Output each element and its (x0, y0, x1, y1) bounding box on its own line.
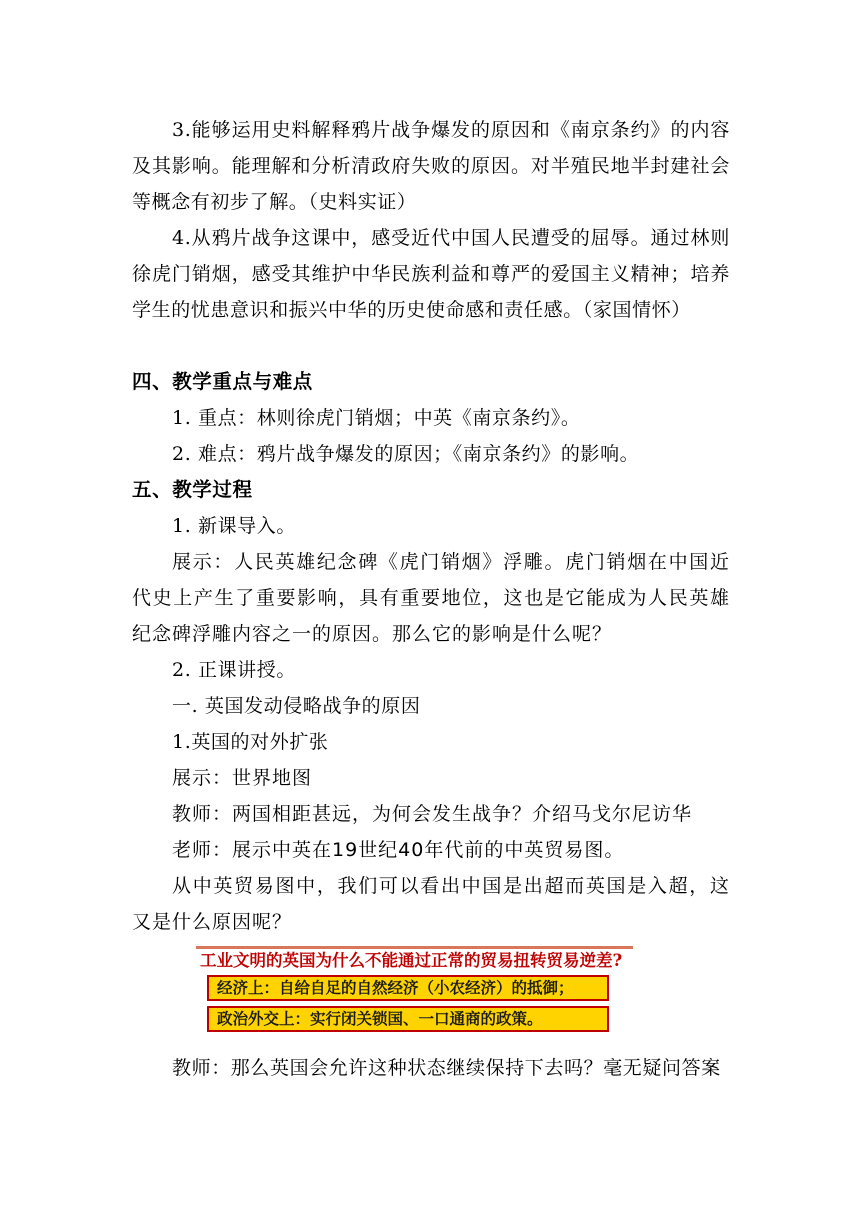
figure-political-box: 政治外交上：实行闭关锁国、一口通商的政策。 (207, 1006, 609, 1032)
intro-title: 1. 新课导入。 (172, 515, 296, 537)
intro-paragraph: 展示：人民英雄纪念碑《虎门销烟》浮雕。虎门销烟在中国近代史上产生了重要影响，具有重要地位，这也是它能成为人民英雄纪念碑浮雕内容之一的原因。那么它的影响是什么呢？ (132, 551, 730, 645)
goal-3-paragraph: 3.能够运用史料解释鸦片战争爆发的原因和《南京条约》的内容及其影响。能理解和分析清政府失败的原因。对半殖民地半封建社会等概念有初步了解。（史料实证） (132, 119, 730, 213)
section-4-heading: 四、教学重点与难点 (132, 370, 313, 393)
teacher-last-line: 教师：那么英国会允许这种状态继续保持下去吗？毫无疑问答案 (172, 1057, 721, 1079)
key-point-item: 1. 重点：林则徐虎门销烟；中英《南京条约》。 (172, 407, 581, 429)
teacher-trade-line: 老师：展示中英在19世纪40年代前的中英贸易图。 (172, 839, 625, 861)
lecture-title: 2. 正课讲授。 (172, 659, 296, 681)
trade-question-paragraph: 从中英贸易图中，我们可以看出中国是出超而英国是入超，这又是什么原因呢？ (132, 875, 730, 933)
figure-top-rule (196, 946, 633, 949)
goal-4-paragraph: 4.从鸦片战争这课中，感受近代中国人民遭受的屈辱。通过林则徐虎门销烟，感受其维护中华民族利益和尊严的爱国主义精神；培养学生的忧患意识和振兴中华的历史使命感和责任感。（家国情怀） (132, 227, 730, 321)
trade-deficit-figure (196, 946, 633, 1040)
show-map-line: 展示：世界地图 (172, 767, 313, 789)
sub-1-title: 1.英国的对外扩张 (172, 731, 329, 753)
difficulty-item: 2. 难点：鸦片战争爆发的原因；《南京条约》的影响。 (172, 443, 640, 465)
part-1-title: 一. 英国发动侵略战争的原因 (172, 695, 421, 717)
figure-title: 工业文明的英国为什么不能通过正常的贸易扭转贸易逆差? (200, 951, 623, 970)
section-5-heading: 五、教学过程 (132, 478, 253, 501)
figure-economic-box: 经济上：自给自足的自然经济（小农经济）的抵御； (207, 975, 609, 1001)
teacher-question-line: 教师：两国相距甚远，为何会发生战争？介绍马戈尔尼访华 (172, 803, 693, 825)
